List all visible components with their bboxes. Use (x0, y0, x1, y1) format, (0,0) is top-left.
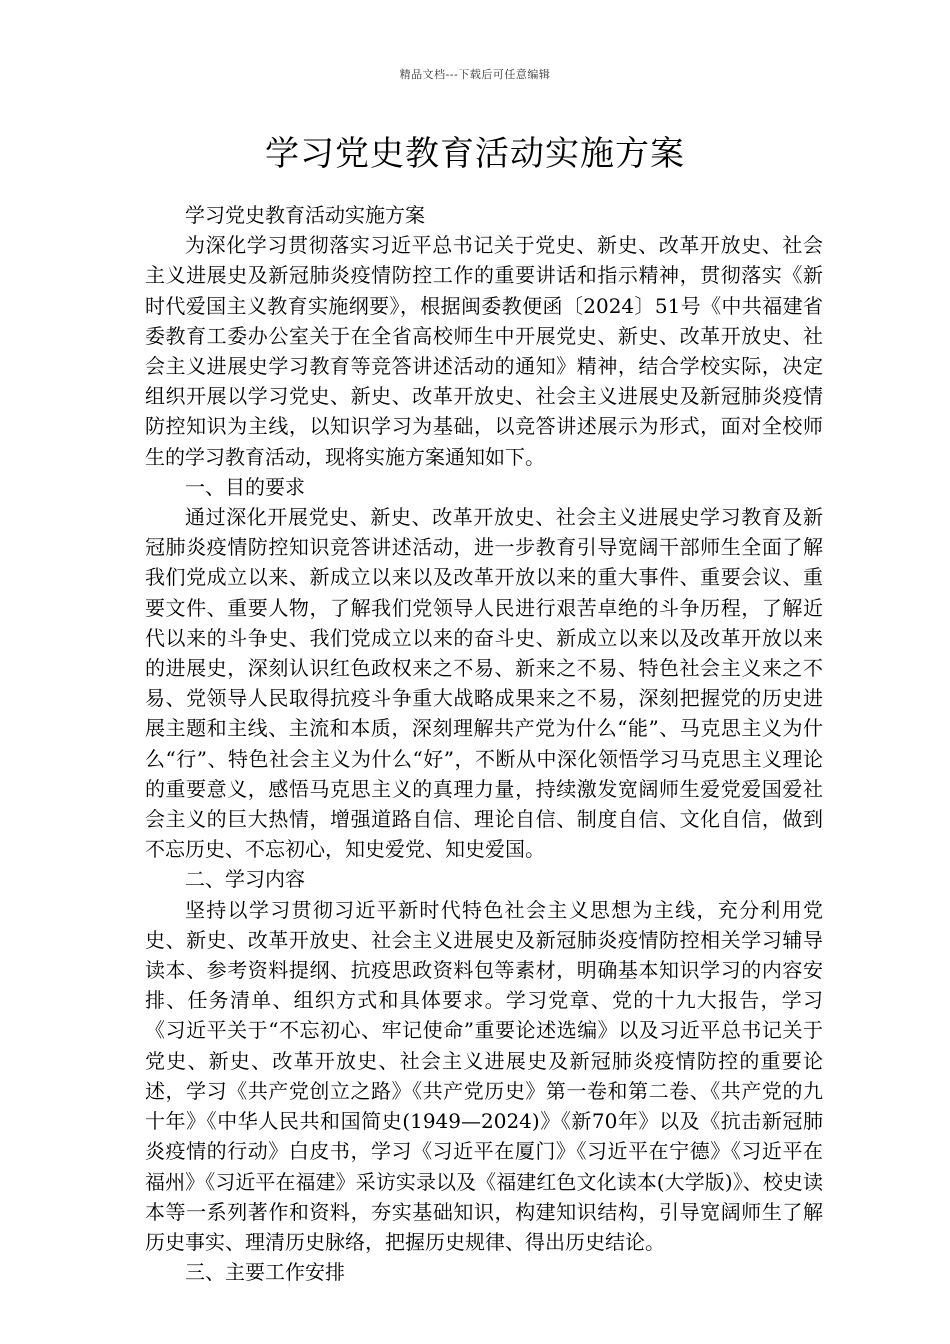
paragraph-content: 坚持以学习贯彻习近平新时代特色社会主义思想为主线，充分利用党史、新史、改革开放史、社会主义进展史及新冠肺炎疫情防控相关学习辅导读本、参考资料提纲、抗疫思政资料包等素材，明确基本知识学习的内容安排、任务清单、组织方式和具体要求。学习党章、党的十九大报告，学习《习近平关于“不忘初心、牢记使命”重要论述选编》以及习近平总书记关于党史、新史、改革开放史、社会主义进展史及新冠肺炎疫情防控的重要论述，学习《共产党创立之路》《共产党历史》第一卷和第二卷、《共产党的九十年》《中华人民共和国简史(1949—2024)》《新70年》以及《抗击新冠肺炎疫情的行动》白皮书，学习《习近平在厦门》《习近平在宁德》《习近平在福州》《习近平在福建》采访实录以及《福建红色文化读本(大学版)》、校史读本等一系列著作和资料，夯实基础知识，构建知识结构，引导宽阔师生了解历史事实、理清历史脉络，把握历史规律、得出历史结论。 (145, 897, 823, 1254)
paragraph-intro: 为深化学习贯彻落实习近平总书记关于党史、新史、改革开放史、社会主义进展史及新冠肺炎疫情防控工作的重要讲话和指示精神，贯彻落实《新时代爱国主义教育实施纲要》，根据闽委教便函〔2024〕51号《中共福建省委教育工委办公室关于在全省高校师生中开展党史、新史、改革开放史、社会主义进展史学习教育等竞答讲述活动的通知》精神，结合学校实际，决定组织开展以学习党史、新史、改革开放史、社会主义进展史及新冠肺炎疫情防控知识为主线，以知识学习为基础，以竞答讲述展示为形式，面对全校师生的学习教育活动，现将实施方案通知如下。 (145, 233, 823, 469)
paragraph-goals: 通过深化开展党史、新史、改革开放史、社会主义进展史学习教育及新冠肺炎疫情防控知识竞答讲述活动，进一步教育引导宽阔干部师生全面了解我们党成立以来、新成立以来以及改革开放以来的重大事件、重要会议、重要文件、重要人物，了解我们党领导人民进行艰苦卓绝的斗争历程，了解近代以来的斗争史、我们党成立以来的奋斗史、新成立以来以及改革开放以来的进展史，深刻认识红色政权来之不易、新来之不易、特色社会主义来之不易、党领导人民取得抗疫斗争重大战略成果来之不易，深刻把握党的历史进展主题和主线、主流和本质，深刻理解共产党为什么“能”、马克思主义为什么“行”、特色社会主义为什么“好”，不断从中深化领悟学习马克思主义理论的重要意义，感悟马克思主义的真理力量，持续激发宽阔师生爱党爱国爱社会主义的巨大热情，增强道路自信、理论自信、制度自信、文化自信，做到不忘历史、不忘初心，知史爱党、知史爱国。 (145, 505, 823, 862)
section-heading-2: 二、学习内容 (185, 867, 305, 892)
header-note: 精品文档---下载后可任意编辑 (399, 68, 551, 81)
section-heading-3: 三、主要工作安排 (185, 1260, 345, 1285)
section-heading-1: 一、目的要求 (185, 474, 305, 499)
document-title: 学习党史教育活动实施方案 (265, 134, 685, 174)
paragraph-subtitle: 学习党史教育活动实施方案 (185, 203, 425, 227)
document-body (145, 200, 823, 1287)
